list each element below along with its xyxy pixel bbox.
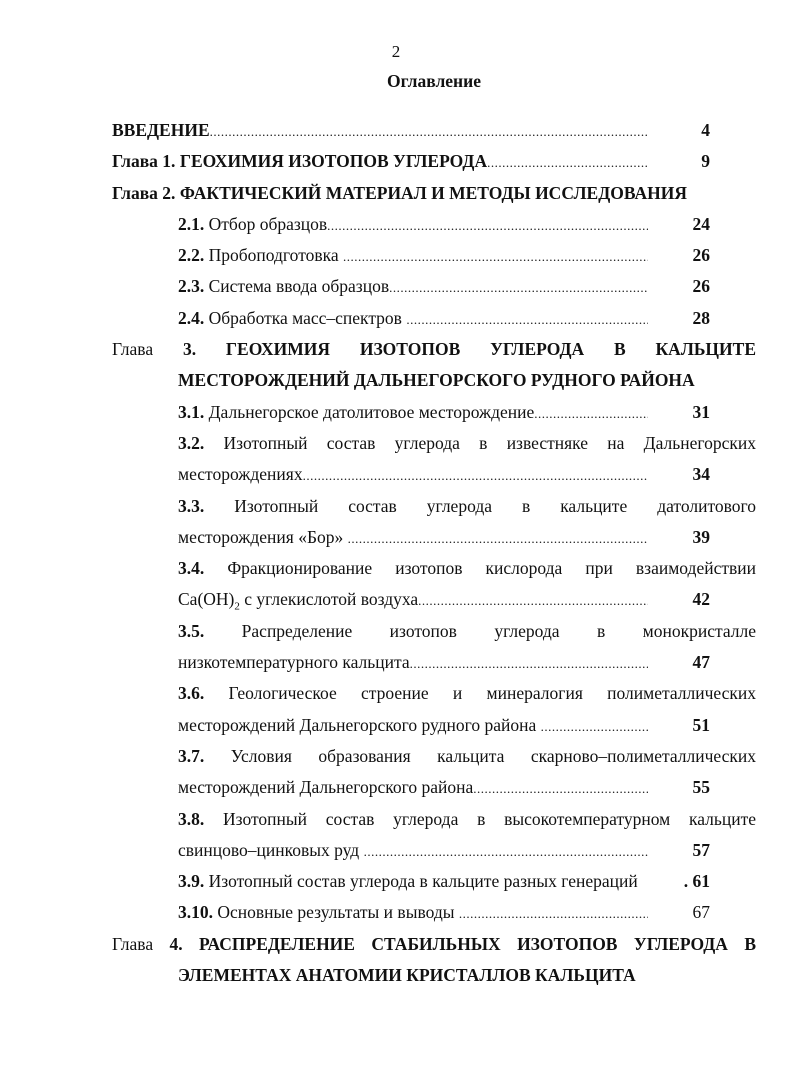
section-number: 3.9. xyxy=(178,871,205,892)
dot-leader xyxy=(418,585,648,616)
toc-entry-3-10[interactable] xyxy=(178,897,756,928)
dot-leader xyxy=(303,460,648,491)
section-title-line-1: Фракционирование изотопов кислорода при взаимодействии xyxy=(227,558,756,579)
page-number: 2 xyxy=(391,42,401,61)
toc-page-number: 34 xyxy=(692,464,710,485)
toc-page-number: 51 xyxy=(692,714,710,735)
toc-entry-2-2[interactable] xyxy=(178,240,756,271)
toc-entry-3-5[interactable] xyxy=(178,616,756,679)
section-number: 3.4. xyxy=(178,558,205,579)
section-title-line-1: Геологическое строение и минералогия полиметаллических xyxy=(228,683,756,704)
section-title-line-1: Изотопный состав углерода в высокотемпературном кальците xyxy=(223,808,756,829)
section-title: Изотопный состав углерода в кальците разных генераций xyxy=(208,871,638,892)
toc-entry-2-3[interactable] xyxy=(178,271,756,302)
dot-leader xyxy=(348,523,648,554)
section-title-line-1: Изотопный состав углерода в кальците датолитового xyxy=(234,495,756,516)
section-title-line-2: месторождениях xyxy=(178,464,303,485)
section-number: 3.8. xyxy=(178,808,205,829)
toc-page-number: 4 xyxy=(701,120,710,140)
section-title-line-2: свинцово–цинковых руд xyxy=(178,839,360,860)
dot-leader xyxy=(473,773,648,804)
section-title-text: с углекислотой воздуха xyxy=(239,589,419,610)
toc-entry-2-1[interactable] xyxy=(178,209,756,240)
toc-page-number: 9 xyxy=(701,151,710,172)
chapter-title-line-1: 3. ГЕОХИМИЯ ИЗОТОПОВ УГЛЕРОДА В КАЛЬЦИТЕ xyxy=(182,339,756,360)
toc-page-number: 42 xyxy=(692,589,710,610)
formula-subscript: 2 xyxy=(234,600,240,613)
section-title: Основные результаты и выводы xyxy=(217,902,455,923)
table-of-contents xyxy=(112,115,756,991)
section-title-line-2: месторождений Дальнегорского района xyxy=(178,777,474,798)
toc-entry-3-2[interactable] xyxy=(178,428,756,491)
dot-leader xyxy=(364,836,648,867)
dot-leader xyxy=(534,398,648,429)
dot-leader xyxy=(541,711,648,742)
section-title-line-1: Условия образования кальцита скарново–полиметаллических xyxy=(230,745,756,766)
dot-leader xyxy=(410,648,648,679)
dot-leader xyxy=(343,241,648,272)
section-number: 3.2. xyxy=(178,432,205,453)
toc-entry-3-1[interactable] xyxy=(178,397,756,428)
dot-leader xyxy=(389,272,648,303)
toc-entry-3-9[interactable] xyxy=(178,866,756,897)
chapter-prefix: Глава xyxy=(112,933,154,954)
dot-leader xyxy=(210,116,648,147)
section-title: Отбор образцов xyxy=(208,213,328,234)
section-title-line-2: месторождения «Бор» xyxy=(178,526,344,547)
chapter-title-line-1: 4. РАСПРЕДЕЛЕНИЕ СТАБИЛЬНЫХ ИЗОТОПОВ УГЛЕРОДА В xyxy=(169,933,756,954)
page-title: Оглавление xyxy=(387,71,481,91)
chapter-title-line-2: ЭЛЕМЕНТАХ АНАТОМИИ КРИСТАЛЛОВ КАЛЬЦИТА xyxy=(178,965,636,986)
section-title: Пробоподготовка xyxy=(208,245,339,266)
toc-page-number: 28 xyxy=(692,307,710,328)
toc-page-number: . 61 xyxy=(683,871,710,892)
section-number: 3.3. xyxy=(178,495,205,516)
toc-page-number: 57 xyxy=(692,839,710,860)
section-title-line-2: низкотемпературного кальцита xyxy=(178,652,410,673)
section-title-line-2: месторождений Дальнегорского рудного района xyxy=(178,714,537,735)
toc-page-number: 39 xyxy=(692,526,710,547)
toc-entry-3-8[interactable] xyxy=(178,804,756,867)
section-title: Система ввода образцов xyxy=(208,276,390,297)
chapter-title: ГЕОХИМИЯ ИЗОТОПОВ УГЛЕРОДА xyxy=(179,151,488,172)
section-number: 3.7. xyxy=(178,745,205,766)
toc-entry-title: ВВЕДЕНИЕ xyxy=(112,120,210,140)
section-number: 3.10. xyxy=(178,902,213,923)
chapter-title: ФАКТИЧЕСКИЙ МАТЕРИАЛ И МЕТОДЫ ИССЛЕДОВАНИЯ xyxy=(179,182,687,203)
toc-entry-chapter-4[interactable] xyxy=(112,929,756,992)
chapter-prefix: Глава 2. xyxy=(112,182,176,203)
toc-page-number: 47 xyxy=(692,652,710,673)
section-number: 2.3. xyxy=(178,276,205,297)
section-title-line-1: Изотопный состав углерода в известняке на Дальнегорских xyxy=(223,432,756,453)
dot-leader xyxy=(459,898,648,929)
section-number: 3.1. xyxy=(178,401,205,422)
section-number: 3.6. xyxy=(178,683,205,704)
dot-leader xyxy=(327,210,648,241)
toc-page-number: 55 xyxy=(692,777,710,798)
toc-entry-chapter-1[interactable] xyxy=(112,146,756,177)
toc-entry-intro[interactable] xyxy=(112,115,756,146)
toc-entry-3-7[interactable] xyxy=(178,741,756,804)
toc-page-number: 31 xyxy=(692,401,710,422)
chapter-title-line-2: МЕСТОРОЖДЕНИЙ ДАЛЬНЕГОРСКОГО РУДНОГО РАЙОНА xyxy=(178,370,695,391)
formula: Ca(OH) xyxy=(178,589,235,610)
toc-entry-3-3[interactable] xyxy=(178,491,756,554)
chapter-prefix: Глава 1. xyxy=(112,151,176,172)
toc-entry-chapter-2[interactable] xyxy=(112,178,756,209)
dot-leader xyxy=(487,147,648,178)
chapter-prefix: Глава xyxy=(112,339,154,360)
toc-entry-3-4[interactable] xyxy=(178,553,756,616)
section-title-line-1: Распределение изотопов углерода в монокристалле xyxy=(241,620,756,641)
toc-entry-2-4[interactable] xyxy=(178,303,756,334)
section-number: 2.1. xyxy=(178,213,205,234)
toc-page-number: 24 xyxy=(692,213,710,234)
section-title: Дальнегорское датолитовое месторождение xyxy=(208,401,535,422)
section-number: 2.2. xyxy=(178,245,205,266)
dot-leader xyxy=(406,304,648,335)
toc-entry-title xyxy=(112,146,487,177)
toc-page-number: 67 xyxy=(692,902,710,923)
section-number: 3.5. xyxy=(178,620,205,641)
section-number: 2.4. xyxy=(178,307,205,328)
section-title: Обработка масс–спектров xyxy=(208,307,402,328)
toc-page-number: 26 xyxy=(692,245,710,266)
toc-page-number: 26 xyxy=(692,276,710,297)
toc-entry-chapter-3[interactable] xyxy=(112,334,756,397)
toc-entry-3-6[interactable] xyxy=(178,678,756,741)
